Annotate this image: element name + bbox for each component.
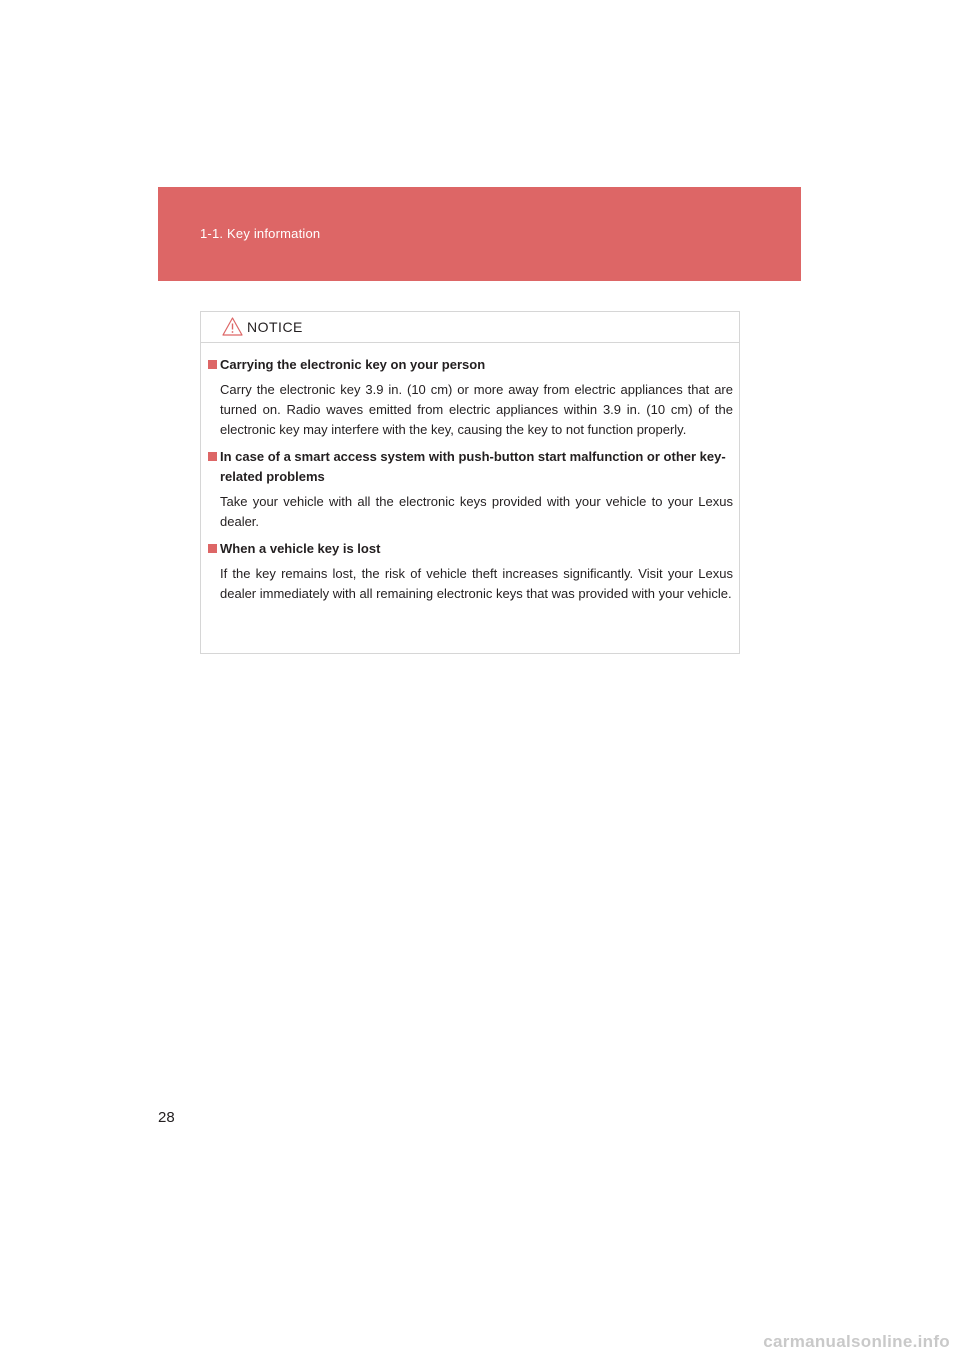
- notice-item: [208, 355, 733, 440]
- watermark-text: carmanualsonline.info: [763, 1332, 950, 1351]
- square-bullet-icon: [208, 452, 217, 461]
- page-number: 28: [158, 1109, 175, 1126]
- notice-item-heading: Carrying the electronic key on your person: [208, 355, 733, 375]
- notice-header: [201, 312, 739, 343]
- notice-item-heading: In case of a smart access system with push-button start malfunction or other key-related problems: [208, 447, 733, 487]
- square-bullet-icon: [208, 544, 217, 553]
- notice-title: NOTICE: [247, 319, 303, 335]
- square-bullet-icon: [208, 360, 217, 369]
- notice-item: [208, 539, 733, 604]
- notice-item-text: Take your vehicle with all the electronic keys provided with your vehicle to your Lexus dealer.: [220, 494, 733, 529]
- notice-item: [208, 447, 733, 532]
- notice-body: [201, 343, 739, 604]
- warning-triangle-icon: [222, 317, 243, 336]
- section-title: 1-1. Key information: [200, 226, 321, 241]
- notice-box: [200, 311, 740, 654]
- notice-item-text: If the key remains lost, the risk of vehicle theft increases significantly. Visit your Lexus dealer immediately with all remaining electronic keys that was provided with your vehicle.: [220, 566, 733, 601]
- section-header-band: [158, 187, 801, 281]
- notice-item-text: Carry the electronic key 3.9 in. (10 cm) or more away from electric appliances that are turned on. Radio waves emitted from electric appliances within 3.9 in. (10 cm) of the electronic key may interfere with the key, causing the key to not function properly.: [220, 382, 733, 437]
- notice-item-heading: When a vehicle key is lost: [208, 539, 733, 559]
